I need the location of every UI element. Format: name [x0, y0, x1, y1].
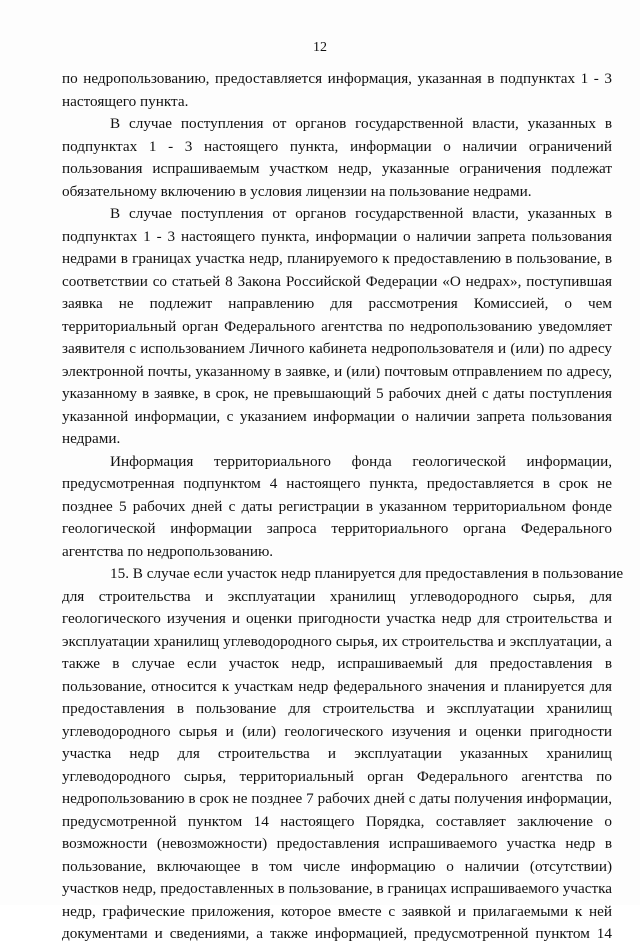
text-line: углеводородного сырья и (или) геологического изучения и оценки пригодности: [62, 722, 612, 740]
text-line: пользования испрашиваемым участком недр, указанные ограничения подлежат: [62, 160, 612, 177]
text-line: территориальный орган Федерального агентства по недропользованию уведомляет: [62, 317, 612, 335]
text-line: недропользованию в срок не позднее 7 рабочих дней с даты получения информации,: [62, 790, 612, 807]
text-line: указанному в заявке, в срок, не превышающий 5 рабочих дней с даты поступления: [62, 385, 612, 402]
text-line: предусмотренная подпунктом 4 настоящего пункта, предоставляется в срок не: [62, 475, 612, 492]
text-line: возможности (невозможности) предоставления испрашиваемого участка недр в: [62, 835, 612, 852]
text-line: также в случае если участок недр, испрашиваемый для предоставления в: [62, 655, 612, 672]
text-line: 15. В случае если участок недр планируется для предоставления в пользование: [110, 565, 624, 582]
text-line: пользование, относится к участкам недр федерального значения и планируется для: [62, 677, 612, 695]
text-line: углеводородного сырья, территориальный орган Федерального агентства по: [62, 767, 612, 785]
text-line: подпунктах 1 - 3 настоящего пункта, информации о наличии запрета пользования: [62, 227, 612, 245]
text-line: пользование, включающее в том числе информацию о наличии (отсутствии): [62, 857, 612, 875]
page-number: 12: [313, 40, 327, 55]
text-line: соответствии со статьей 8 Закона Российской Федерации «О недрах», поступившая: [62, 272, 612, 290]
document-body: [62, 68, 624, 946]
text-line: указанной информации, с указанием информации о наличии запрета пользования: [62, 407, 612, 425]
text-line: В случае поступления от органов государственной власти, указанных в: [110, 115, 612, 132]
text-line: участков недр, предоставленных в пользование, в границах испрашиваемого участка: [62, 880, 612, 897]
text-line: предусмотренной пунктом 14 настоящего Порядка, составляет заключение о: [62, 812, 612, 830]
text-line: подпунктах 1 - 3 настоящего пункта, информации о наличии ограничений: [62, 137, 612, 155]
text-line: агентства по недропользованию.: [62, 542, 274, 560]
text-line: недрами.: [62, 430, 121, 447]
text-line: для строительства и эксплуатации хранилищ углеводородного сырья, для: [62, 587, 612, 605]
text-line: по недропользованию, предоставляется информация, указанная в подпунктах 1 - 3: [62, 70, 612, 87]
text-line: документами и сведениями, а также информацией, предусмотренной пунктом 14: [62, 925, 612, 942]
text-line: недр, графические приложения, которое вместе с заявкой и прилагаемыми к ней: [62, 902, 612, 920]
text-line: обязательному включению в условия лицензии на пользование недрами.: [62, 182, 532, 200]
text-line: недрами в границах участка недр, планируемого к предоставлению в пользование, в: [62, 250, 612, 267]
text-line: геологического изучения и оценки пригодности участка недр для строительства и: [62, 610, 612, 627]
text-line: участка недр для строительства и эксплуатации указанных хранилищ: [62, 745, 612, 762]
text-line: эксплуатации хранилищ углеводородного сырья, их строительства и эксплуатации, а: [62, 632, 612, 650]
text-line: В случае поступления от органов государственной власти, указанных в: [110, 205, 612, 222]
text-line: заявка не подлежит направлению для рассмотрения Комиссией, о чем: [62, 295, 612, 312]
text-line: настоящего пункта.: [62, 92, 189, 110]
text-line: предоставления в пользование для строительства и эксплуатации хранилищ: [62, 700, 612, 717]
text-line: позднее 5 рабочих дней с даты регистрации в указанном территориальном фонде: [62, 497, 612, 515]
text-line: электронной почты, указанному в заявке, и (или) почтовым отправлением по адресу,: [62, 362, 612, 380]
text-line: Информация территориального фонда геологической информации,: [110, 452, 612, 470]
text-line: геологической информации запроса территориального органа Федерального: [62, 520, 612, 537]
text-line: заявителя с использованием Личного кабинета недропользователя и (или) по адресу: [62, 340, 612, 357]
